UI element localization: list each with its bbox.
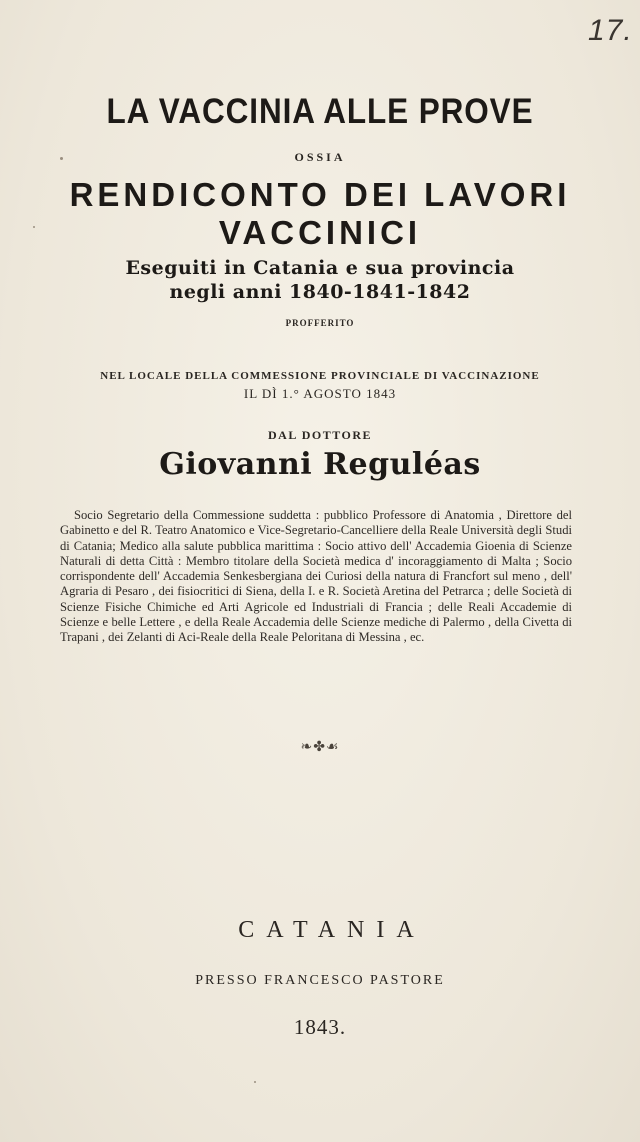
main-title: LA VACCINIA ALLE PROVE [106,92,534,131]
location-line: NEL LOCALE DELLA COMMESSIONE PROVINCIALE DI VACCINAZIONE [100,370,540,382]
imprint-city: CATANIA [238,917,426,943]
subtitle: RENDICONTO DEI LAVORI VACCINICI [69,176,571,251]
profferito-label: PROFFERITO [285,318,355,328]
paper-speck [33,226,35,228]
author-name: Giovanni Reguléas [159,447,481,482]
dal-dottore-label: DAL DOTTORE [268,428,372,442]
executed-line-1: Eseguiti in Catania e sua provincia [125,257,515,279]
ossia-connector: OSSIA [294,150,346,164]
executed-line-2: negli anni 1840-1841-1842 [169,281,471,303]
paper-speck [254,1081,256,1083]
author-credentials: Socio Segretario della Commessione suddetta : pubblico Professore di Anatomia , Direttore del Gabinetto e del R. Teatro Anatomico e Vice-Segretario-Cancelliere della Reale Università degli Studi di Catania; Medico alla salute pubblica marittima : Socio attivo dell' Accademia Gioenia di Scienze Naturali di detta Città : Membro titolare della Società medica d' incoraggiamento di Malta ; Socio corrispondente dell' Accademia Senkesbergiana dei Curiosi della natura di Francfort sul meno , dell' Agraria di Pesaro , dei fisiocritici di Siena, della I. e R. Società Aretina del Petrarca ; delle Società di Scienze Fisiche Chimiche ed Arti Agricole ed Industriali di Francia ; delle Reali Accademie di Scienze e belle Lettere , e della Reale Accademia delle Scienze mediche di Palermo , della Civetta di Trapani , dei Zelanti di Aci-Reale della Reale Peloritana di Messina , ec. [60,508,572,645]
folio-number: 17. [588,14,633,47]
imprint-year: 1843. [293,1015,347,1039]
date-line: IL DÌ 1.° AGOSTO 1843 [243,386,397,401]
paper-speck [60,157,63,160]
imprint-printer: PRESSO FRANCESCO PASTORE [195,973,445,988]
printer-ornament: ❧✤☙ [300,740,340,755]
